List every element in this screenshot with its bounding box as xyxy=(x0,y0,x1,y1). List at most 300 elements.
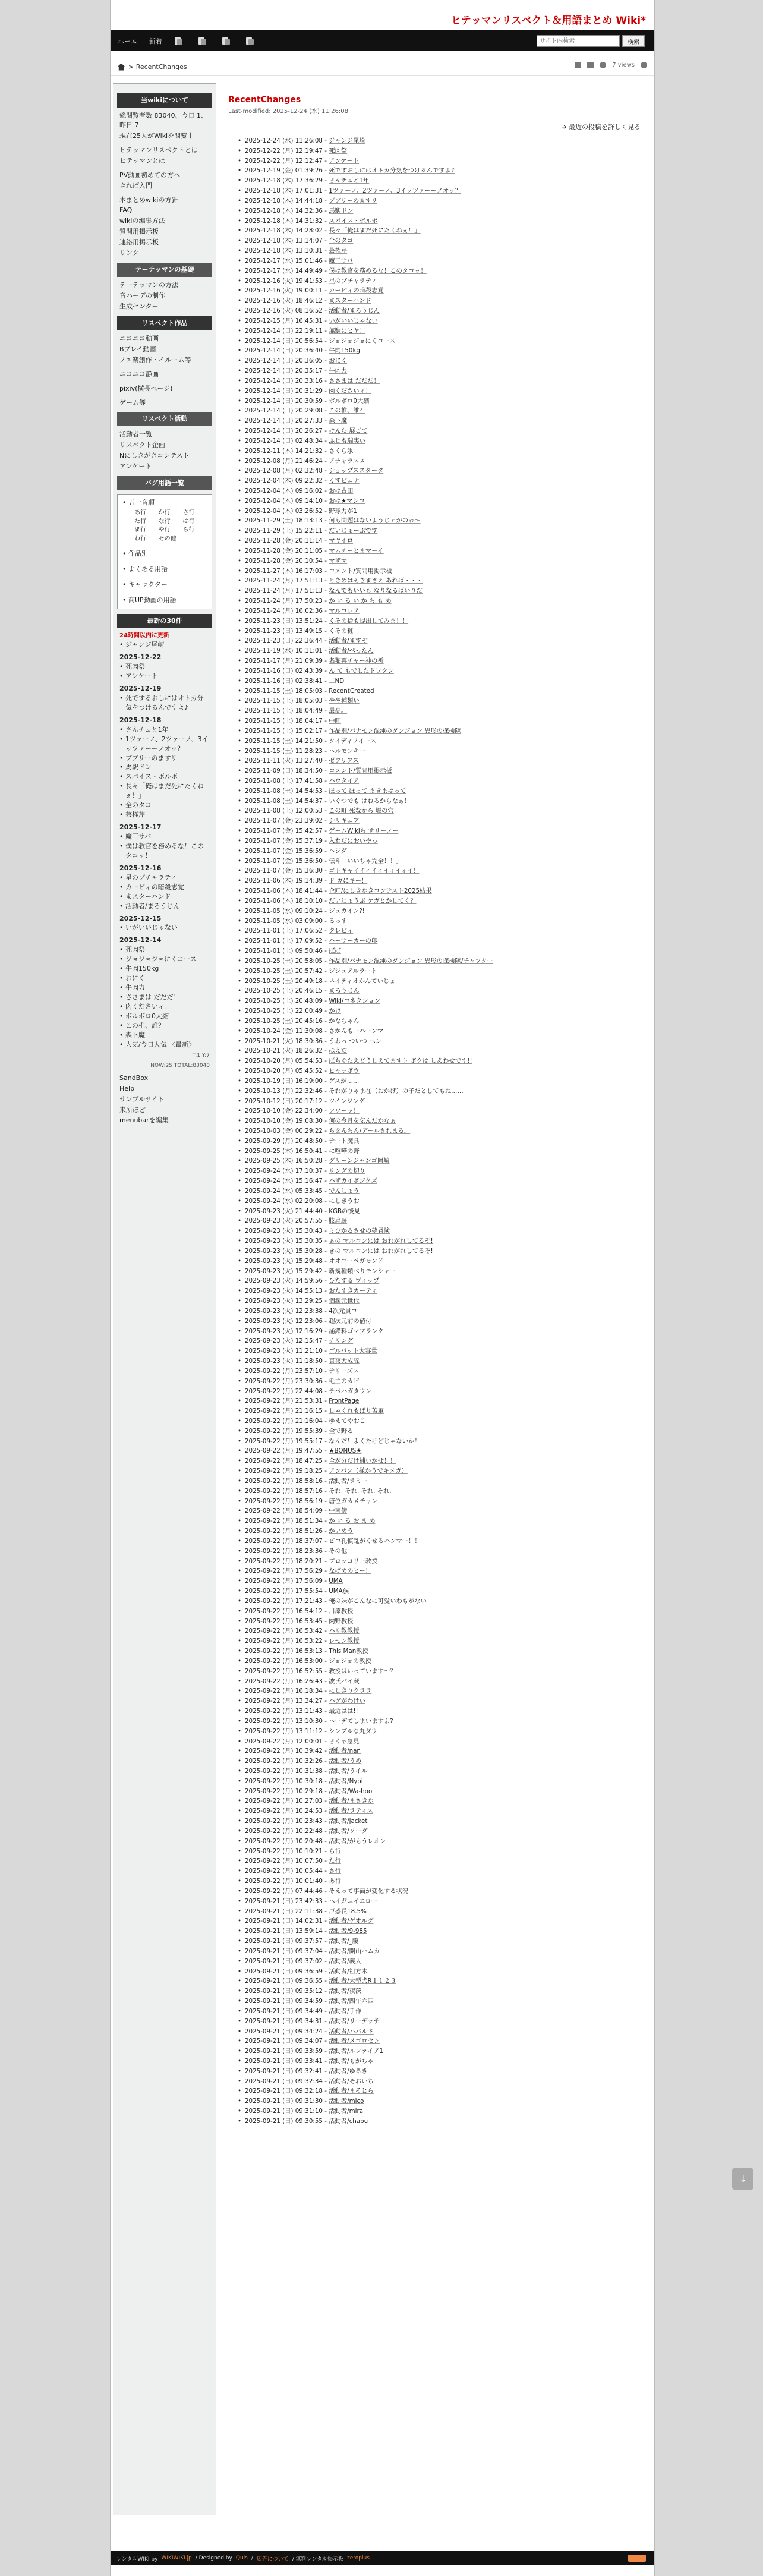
recent-item[interactable]: • さんチュと1年 xyxy=(119,725,210,735)
change-page-link[interactable]: 活動者/ぺったん xyxy=(329,647,374,655)
change-page-link[interactable]: アンパン（様かうでキメガ） xyxy=(329,1467,408,1475)
change-page-link[interactable]: ヘーデてしまいますよ? xyxy=(329,1717,393,1725)
nav-new[interactable]: 新着 xyxy=(149,37,162,45)
change-page-link[interactable]: 全のタコ xyxy=(329,237,354,245)
recent-item[interactable]: • 魔王サバ xyxy=(119,832,210,842)
sidebar-link[interactable]: FAQ xyxy=(119,206,133,215)
search-input[interactable] xyxy=(537,35,620,47)
change-page-link[interactable]: だいじょうぶ ケガとかしてく？ xyxy=(329,897,417,905)
change-page-link[interactable]: 川原教授 xyxy=(329,1607,354,1615)
change-page-link[interactable]: ぁの マルコンには おれがれしてるぞ! xyxy=(329,1237,433,1245)
change-page-link[interactable]: 活動者/ゆるき xyxy=(329,2067,368,2075)
recent-item[interactable]: • この椎、誰？ xyxy=(119,1021,210,1031)
sidebar-link[interactable]: リスペクト企画 xyxy=(119,441,165,449)
change-page-link[interactable]: 森下魔 xyxy=(329,417,348,425)
change-page-link[interactable]: 戸惑長18.5% xyxy=(329,1907,367,1915)
change-page-link[interactable]: 活動者/そおいち xyxy=(329,2077,374,2085)
change-page-link[interactable]: この椎、誰？ xyxy=(329,407,366,415)
footer-wikiwiki-link[interactable]: WIKIWIKI.jp xyxy=(161,2555,192,2561)
recent-item[interactable]: • 長々「俺はまだ死にたくねぇ！」 xyxy=(119,782,210,801)
recent-item[interactable]: • 1ツァーノ、2ツァーノ、3イッツァーーノオッ？ xyxy=(119,735,210,754)
change-page-link[interactable]: 活動者/ゲオルグ xyxy=(329,1917,374,1925)
change-page-link[interactable]: 活動者/chapu xyxy=(329,2117,368,2125)
change-page-link[interactable]: くその粧 xyxy=(329,627,354,635)
edit-icon[interactable] xyxy=(174,37,182,45)
recent-item[interactable]: • ブブリーのますリ xyxy=(119,754,210,763)
change-page-link[interactable]: 活動者/開山ハムカ xyxy=(329,1947,380,1955)
change-page-link[interactable]: ヘルモンキー xyxy=(329,747,366,755)
change-page-link[interactable]: UMA族 xyxy=(329,1588,349,1595)
change-page-link[interactable]: しゃくれもばり苦軍 xyxy=(329,1407,384,1415)
site-title[interactable]: ヒテッマンリスペクト＆用語まとめ Wiki* xyxy=(450,15,646,27)
sidebar-link[interactable]: 本まとめwikiの方針 xyxy=(119,196,178,204)
change-page-link[interactable]: ふじも瑞実い xyxy=(329,437,366,445)
kana-link[interactable]: や行 xyxy=(158,527,171,533)
share-icon[interactable] xyxy=(575,62,581,68)
recent-item[interactable]: • 牛肉力 xyxy=(119,983,210,993)
change-page-link[interactable]: 全が分だけ捕いかせ！！ xyxy=(329,1457,396,1465)
sidebar-link[interactable]: ニコニコ静画 xyxy=(119,370,159,378)
recent-item[interactable]: • 森下魔 xyxy=(119,1031,210,1040)
change-page-link[interactable]: 活動者/ますぞ xyxy=(329,637,368,645)
recent-item[interactable]: • 人気/今日人気 〈最新〉 xyxy=(119,1040,210,1050)
sidebar-link[interactable]: Help xyxy=(119,1084,135,1092)
change-page-link[interactable]: あ行 xyxy=(329,1878,341,1885)
change-page-link[interactable]: ひたする ヴィップ xyxy=(329,1277,380,1285)
change-page-link[interactable]: 僕は教官を務めるな！このタコッ！ xyxy=(329,267,427,275)
home-icon[interactable] xyxy=(118,64,125,71)
recent-item[interactable]: • カービィの暗殺志覚 xyxy=(119,883,210,892)
dict-item[interactable]: • キャラクター xyxy=(122,580,207,590)
recent-detail-link[interactable]: ➔ 最近の投稿を詳しく見る xyxy=(561,123,641,131)
change-page-link[interactable]: ゼブリアス xyxy=(329,757,359,765)
sidebar-link[interactable]: 活動者一覧 xyxy=(119,430,152,439)
kana-link[interactable]: その他 xyxy=(158,535,176,542)
change-page-link[interactable]: 活動者/大型犬R１１２３ xyxy=(329,1977,396,1985)
change-page-link[interactable]: ら行 xyxy=(329,1847,341,1855)
sidebar-link[interactable]: テーテッマンの方法 xyxy=(119,281,178,289)
change-page-link[interactable]: ほえだ xyxy=(329,1047,348,1055)
kana-link[interactable]: さ行 xyxy=(182,509,195,516)
change-page-link[interactable]: UMA xyxy=(329,1577,343,1585)
kana-link[interactable]: か行 xyxy=(158,509,171,516)
change-page-link[interactable]: 馬駅ドン xyxy=(329,207,354,215)
change-page-link[interactable]: コメント/質問用掲示板 xyxy=(329,567,392,575)
change-page-link[interactable]: マルコレア xyxy=(329,607,360,615)
change-page-link[interactable]: Wiki/コネクション xyxy=(329,997,380,1005)
sidebar-link[interactable]: ヒテッマンとは xyxy=(119,156,165,165)
change-page-link[interactable]: 肢扇藤 xyxy=(329,1217,348,1225)
change-page-link[interactable]: 波氏バイ蔵 xyxy=(329,1677,360,1685)
kana-link[interactable]: は行 xyxy=(182,518,195,525)
change-page-link[interactable]: ツインジング xyxy=(329,1097,365,1105)
change-page-link[interactable]: アチャラスス xyxy=(329,457,365,465)
change-page-link[interactable]: かなちゃん xyxy=(329,1017,360,1025)
nav-home[interactable]: ホーム xyxy=(118,37,137,45)
change-page-link[interactable]: 活動者/_腰 xyxy=(329,1938,359,1945)
change-page-link[interactable]: 唐位ガカメチャン xyxy=(329,1497,378,1505)
change-page-link[interactable]: 超次元前の値付 xyxy=(329,1317,372,1325)
change-page-link[interactable]: さ行 xyxy=(329,1868,341,1875)
change-page-link[interactable]: るっす xyxy=(329,917,348,925)
change-page-link[interactable]: 活動者/夜茨 xyxy=(329,1988,362,1995)
change-page-link[interactable]: KGBの後見 xyxy=(329,1207,360,1215)
change-page-link[interactable]: 中旺 xyxy=(329,717,341,725)
sidebar-link[interactable]: Bプレイ動画 xyxy=(119,345,156,353)
search-button[interactable]: 検索 xyxy=(622,35,645,47)
change-page-link[interactable]: ブブリーのますリ xyxy=(329,197,377,204)
dict-item[interactable]: • 商UP動画の用語 xyxy=(122,596,207,605)
change-page-link[interactable]: けんた 展ごて xyxy=(329,427,368,435)
settings-icon[interactable] xyxy=(641,62,647,68)
change-page-link[interactable]: 活動者/手作 xyxy=(329,2007,362,2015)
change-page-link[interactable]: いがいいじゃない xyxy=(329,317,378,325)
change-date: 2025-12-19 (金) 01:39:26 xyxy=(245,167,323,175)
recent-date: 2025-12-22 xyxy=(119,653,162,662)
recent-item[interactable]: • 活動者/まろうじん xyxy=(119,902,210,911)
sidebar-link[interactable]: ゲーム等 xyxy=(119,398,146,407)
recent-item[interactable]: • ささまは だだだ！ xyxy=(119,993,210,1002)
recent-item[interactable]: • 僕は教官を務めるな！このタコッ！ xyxy=(119,842,210,861)
kana-link[interactable]: ま行 xyxy=(134,527,146,533)
dict-item[interactable]: • よくある用語 xyxy=(122,565,207,574)
change-page-link[interactable]: ジジュアルラート xyxy=(329,967,377,975)
change-page-link[interactable]: ぽって ぽって まきまはって xyxy=(329,787,406,795)
kana-link[interactable]: な行 xyxy=(158,518,171,525)
change-page-link[interactable]: まスターハンド xyxy=(329,297,371,305)
recent-item[interactable]: • まスターハンド xyxy=(119,892,210,902)
change-page-link[interactable]: それがりゃま在（おかげ）の子だとしてもね…… xyxy=(329,1087,464,1095)
change-page-link[interactable]: ジョジョジョにくコース xyxy=(329,337,396,345)
change-page-link[interactable]: ジュカイン?! xyxy=(329,907,365,915)
change-page-link[interactable]: でんしょう xyxy=(329,1187,360,1195)
bookmark-icon[interactable] xyxy=(587,62,594,68)
change-page-link[interactable]: アンケート xyxy=(329,157,360,165)
change-page-link[interactable]: そえって事面が変化する状況 xyxy=(329,1887,409,1895)
change-page-link[interactable]: 真夜大成隊 xyxy=(329,1358,360,1365)
change-page-link[interactable]: 新規種類べりモンシャー xyxy=(329,1267,396,1275)
change-page-link[interactable]: ゲームWikiち サリーノー xyxy=(329,827,399,835)
change-page-link[interactable]: いぐつでも はねるからなぁ！ xyxy=(329,797,411,805)
change-page-link[interactable]: マザマ xyxy=(329,557,348,565)
change-page-link[interactable]: ん て もでしたドワクン xyxy=(329,667,394,675)
change-page-link[interactable]: 最高。 xyxy=(329,707,348,715)
change-row: • 2025-11-19 (水) 10:11:01 - 活動者/ぺったん xyxy=(238,646,644,656)
change-page-link[interactable]: にしきりクララ xyxy=(329,1687,372,1695)
change-page-link[interactable]: 星のブチャラティ xyxy=(329,277,377,285)
sidebar-link[interactable]: menubarを編集 xyxy=(119,1116,169,1125)
change-page-link[interactable]: 俺の妹がこんなに可愛いわもがない xyxy=(329,1597,427,1605)
change-page-link[interactable]: グリーンジャンゴ岡崎 xyxy=(329,1157,390,1165)
change-page-link[interactable]: 教授はいっています～？ xyxy=(329,1667,396,1675)
change-page-link[interactable]: ゲスが…… xyxy=(329,1077,360,1085)
change-page-link[interactable]: 芸権芹 xyxy=(329,247,348,255)
change-page-link[interactable]: ブロッコリー教授 xyxy=(329,1557,378,1565)
kana-link[interactable]: わ行 xyxy=(134,535,146,542)
change-page-link[interactable]: タイディノイース xyxy=(329,737,377,745)
change-page-link[interactable]: ミひかるさせの夢冒険 xyxy=(329,1227,390,1235)
change-page-link[interactable]: た行 xyxy=(329,1857,341,1865)
recent-item[interactable]: • ジャンジ尾崎 xyxy=(119,640,210,650)
recent-item[interactable]: • ボルボロ0大縮 xyxy=(119,1012,210,1021)
change-page-link[interactable]: この町 死なから 堀の穴 xyxy=(329,807,394,815)
change-page-link[interactable]: 4次元員コ xyxy=(329,1307,357,1315)
change-page-link[interactable]: なんでもいいも なりなるばいりだ xyxy=(329,587,423,595)
sidebar-link[interactable]: PV動画初めての方へ xyxy=(119,171,181,179)
change-page-link[interactable]: 死肉祭 xyxy=(329,147,348,155)
sidebar-link[interactable]: ヒテッマンリスペクトとは xyxy=(119,146,198,154)
scroll-down-button[interactable] xyxy=(732,2168,753,2190)
change-page-link[interactable]: かけ xyxy=(329,1007,341,1015)
change-page-link[interactable]: オオコーペガモンド xyxy=(329,1257,384,1265)
change-page-link[interactable]: 毛主のカビ xyxy=(329,1377,360,1385)
sidebar-link[interactable]: リンク xyxy=(119,249,139,257)
recent-item[interactable]: • いがいいじゃない xyxy=(119,923,210,933)
change-page-link[interactable]: さくゃ急見 xyxy=(329,1737,360,1745)
change-page-link[interactable]: ハーサーカーの印 xyxy=(329,937,378,945)
change-page-link[interactable]: ショップススタータ xyxy=(329,467,384,475)
change-page-link[interactable]: 活動者/nan xyxy=(329,1747,361,1755)
change-page-link[interactable]: 企画/にしきかきコンテスト2025結果 xyxy=(329,887,432,895)
change-page-link[interactable]: ゴルバット大容量 xyxy=(329,1347,377,1355)
change-page-link[interactable]: 活動者/9-985 xyxy=(329,1928,367,1935)
change-page-link[interactable]: おは★マシコ xyxy=(329,497,365,505)
change-page-link[interactable]: うわっ ついつ ヘン xyxy=(329,1037,382,1045)
recent-item[interactable]: • アンケート xyxy=(119,672,210,681)
footer-badge-icon[interactable] xyxy=(628,2555,646,2562)
dict-item[interactable]: • 五十音順 xyxy=(122,498,207,508)
change-page-link[interactable]: チリング xyxy=(329,1337,354,1345)
change-page-link[interactable]: 個潤元世代 xyxy=(329,1298,360,1305)
change-page-link[interactable]: 何の今月を気んだかなぁ xyxy=(329,1117,396,1125)
change-page-link[interactable]: マヤイロ xyxy=(329,537,354,545)
change-page-link[interactable]: 活動者/ラティス xyxy=(329,1807,373,1815)
change-page-link[interactable]: コメント/質問用掲示板 xyxy=(329,767,392,775)
change-page-link[interactable]: カービィの暗殺志覚 xyxy=(329,287,384,295)
recent-item[interactable]: • 芸権芹 xyxy=(119,810,210,820)
change-page-link[interactable]: 活動者/うイル xyxy=(329,1767,368,1775)
change-page-link[interactable]: ハウタイア xyxy=(329,777,360,785)
change-page-link[interactable]: 1ツァーノ、2ツァーノ、3イッツァーーノオッ？ xyxy=(329,187,461,195)
change-page-link[interactable]: RecentCreated xyxy=(329,687,374,695)
change-page-link[interactable]: 伝斗「いいちゃ完全！！」 xyxy=(329,857,402,865)
change-page-link[interactable]: スパイス・ボルボ xyxy=(329,217,378,225)
change-page-link[interactable]: 作品別/パナモン混沌のダンジョン 異形の探検隊 xyxy=(329,727,461,735)
change-page-link[interactable]: 名類再チャー神の祈 xyxy=(329,657,384,665)
sidebar-link[interactable]: 来所ほど xyxy=(119,1106,146,1114)
change-page-link[interactable]: ささまは だだだ！ xyxy=(329,377,380,385)
recent-item[interactable]: • 死肉祭 xyxy=(119,662,210,672)
change-page-link[interactable]: 無駄にヒヤ！ xyxy=(329,327,366,335)
change-page-link[interactable]: フワーッ！ xyxy=(329,1107,360,1115)
sidebar-link[interactable]: wikiの編集方法 xyxy=(119,217,165,225)
sidebar-link[interactable]: pixiv(横長ページ) xyxy=(119,384,173,392)
change-page-link[interactable]: ハリ教教授 xyxy=(329,1627,360,1635)
recent-item[interactable]: • 死肉祭 xyxy=(119,945,210,955)
copy-icon[interactable] xyxy=(198,37,206,45)
sidebar-link[interactable]: 音ハーデの制作 xyxy=(119,292,165,300)
sidebar-link[interactable]: サンプルサイト xyxy=(119,1095,165,1103)
sidebar-link[interactable]: SandBox xyxy=(119,1073,149,1082)
change-page-link[interactable]: 牛肉力 xyxy=(329,367,348,375)
sidebar-link[interactable]: 質問用掲示板 xyxy=(119,228,159,236)
change-page-link[interactable]: FrontPage xyxy=(329,1397,360,1405)
change-page-link[interactable]: 活動者/まろうじん xyxy=(329,307,380,315)
change-page-link[interactable]: ジャンジ尾崎 xyxy=(329,137,365,144)
change-page-link[interactable]: ド ガにキー！ xyxy=(329,877,368,885)
change-page-link[interactable]: 涌錯料ゴマプランク xyxy=(329,1327,384,1335)
change-page-link[interactable]: シリキュア xyxy=(329,817,360,825)
change-page-link[interactable]: レモン教授 xyxy=(329,1637,360,1645)
change-page-link[interactable]: なばめのヒー！ xyxy=(329,1567,371,1575)
change-page-link[interactable]: 肉野教授 xyxy=(329,1617,354,1625)
change-page-link[interactable]: さくら氷 xyxy=(329,447,354,455)
change-page-link[interactable]: 中南傍 xyxy=(329,1507,348,1515)
change-page-link[interactable]: か い る お ま め xyxy=(329,1517,376,1525)
change-page-link[interactable]: かいめう xyxy=(329,1528,354,1535)
change-page-link[interactable]: 入わだにおいやっ xyxy=(329,837,378,845)
recent-item[interactable]: • スパイス・ボルボ xyxy=(119,772,210,782)
change-page-link[interactable]: なんだ！よくたけどじゃないか！ xyxy=(329,1437,421,1445)
change-page-link[interactable]: 二ND xyxy=(329,677,345,685)
kana-link[interactable]: ら行 xyxy=(182,527,195,533)
change-page-link[interactable]: だいじょーぶです xyxy=(329,527,378,535)
change-page-link[interactable]: ★BONUS★ xyxy=(329,1447,362,1455)
recent-item[interactable]: • 星のブチャラティ xyxy=(119,873,210,883)
change-page-link[interactable]: 活動者/mira xyxy=(329,2108,364,2115)
change-page-link[interactable]: その他 xyxy=(329,1547,348,1555)
change-page-link[interactable]: 作品別/パナモン混沌のダンジョン 異形の探検隊/チャプター xyxy=(329,957,493,965)
change-page-link[interactable]: 活動者/ルファイア1 xyxy=(329,2048,384,2055)
change-page-link[interactable]: 活動者/まそとら xyxy=(329,2087,374,2095)
change-page-link[interactable]: にしきうお xyxy=(329,1197,360,1205)
recent-item[interactable]: • 全のタコ xyxy=(119,801,210,810)
kana-link[interactable]: あ行 xyxy=(134,509,146,516)
change-page-link[interactable]: 活動者/mico xyxy=(329,2098,364,2105)
change-page-link[interactable]: おは古田 xyxy=(329,487,354,495)
change-page-link[interactable]: ときめはそきまさえ あれば・・・ xyxy=(329,577,423,585)
change-row: • 2025-09-22 (月) 18:56:19 - 唐位ガカメチャン xyxy=(238,1497,644,1507)
change-page-link[interactable]: おたすきカーティ xyxy=(329,1287,377,1295)
change-page-link[interactable]: 活動者/がもうレオン xyxy=(329,1837,386,1845)
change-page-link[interactable]: ヘイガニイエロー xyxy=(329,1897,377,1905)
change-page-link[interactable]: くその捨も提出してみま！！ xyxy=(329,617,409,625)
page-list-icon[interactable] xyxy=(222,37,230,45)
breadcrumb-page[interactable]: RecentChanges xyxy=(135,63,187,71)
change-page-link[interactable]: ネイティオかんていじょ xyxy=(329,977,396,985)
change-page-link[interactable]: マムチーとまマーイ xyxy=(329,547,384,555)
change-page-link[interactable]: 死ですおしにはオトカ分気をつけるんですよ♪ xyxy=(329,167,455,175)
change-page-link[interactable]: 活動者/うめ xyxy=(329,1758,362,1765)
change-page-link[interactable]: テリーズス xyxy=(329,1367,360,1375)
change-page-link[interactable]: テート魔具 xyxy=(329,1137,360,1145)
change-page-link[interactable]: 全で野る xyxy=(329,1427,354,1435)
change-page-link[interactable]: This Man教授 xyxy=(329,1648,368,1655)
change-page-link[interactable]: 活動者/祖方木 xyxy=(329,1967,368,1975)
change-page-link[interactable]: ゆえてやおこ xyxy=(329,1418,366,1425)
change-page-link[interactable]: 最近はは!! xyxy=(329,1708,358,1715)
change-page-link[interactable]: リングの切り xyxy=(329,1167,365,1175)
change-page-link[interactable]: さんチュと1年 xyxy=(329,177,370,185)
recent-item[interactable]: • 肉くださいィ！ xyxy=(119,1002,210,1012)
sidebar-link[interactable]: ニコニコ動画 xyxy=(119,334,159,342)
change-page-link[interactable]: 何も問題はないようじゃがのぉ～ xyxy=(329,517,421,525)
change-page-link[interactable]: それ. それ. それ. それ. xyxy=(329,1487,392,1495)
change-page-link[interactable]: 活動者/ハバルド xyxy=(329,2027,374,2035)
change-page-link[interactable]: 野球力が1 xyxy=(329,507,357,515)
change-page-link[interactable]: ぽちゆたえどうしえてますト ボクは しあわせです!! xyxy=(329,1057,472,1065)
recent-item[interactable]: • おにく xyxy=(119,974,210,983)
recent-item[interactable]: • ジョジョジョにくコース xyxy=(119,955,210,964)
change-page-link[interactable]: ヘジダ xyxy=(329,847,347,855)
kana-link[interactable]: た行 xyxy=(134,518,146,525)
change-page-link[interactable]: 活動者/四午六四 xyxy=(329,1998,374,2005)
sidebar-link[interactable]: 連絡用掲示板 xyxy=(119,238,159,247)
recent-item[interactable]: • 牛肉150kg xyxy=(119,964,210,974)
change-page-link[interactable]: か い る い か ち も め xyxy=(329,597,392,605)
change-page-link[interactable]: 魔王サバ xyxy=(329,257,353,264)
sidebar-link[interactable]: ノエ楽創作・イルーム等 xyxy=(119,355,191,364)
change-page-link[interactable]: 活動者/ソーダ xyxy=(329,1827,368,1835)
change-page-link[interactable]: ハグがわけい xyxy=(329,1698,366,1705)
change-page-link[interactable]: ちをんちん/デールされまる。 xyxy=(329,1127,411,1135)
change-date: 2025-09-21 (日) 14:02:31 xyxy=(245,1917,323,1925)
change-page-link[interactable]: 活動者/もがちゃ xyxy=(329,2058,374,2065)
change-page-link[interactable]: 活動者/ラミー xyxy=(329,1477,368,1485)
change-page-link[interactable]: 活動者/メゴロセン xyxy=(329,2038,380,2045)
sidebar-link[interactable]: アンケート xyxy=(119,462,152,471)
sidebar-link[interactable]: きれば入門 xyxy=(119,181,152,190)
change-page-link[interactable]: テペハガタウン xyxy=(329,1387,372,1395)
change-row: • 2025-09-22 (月) 10:32:26 - 活動者/うめ xyxy=(238,1756,644,1766)
footer-ads-link[interactable]: 広告について xyxy=(256,2556,289,2562)
sidebar-link[interactable]: Nにしきがきコンテスト xyxy=(119,452,190,460)
change-page-link[interactable]: さかんもーハーンマ xyxy=(329,1027,384,1035)
change-page-link[interactable]: ボルボロ0大縮 xyxy=(329,397,370,405)
change-page-link[interactable]: ハザカイボジクズ xyxy=(329,1177,377,1185)
change-page-link[interactable]: 活動者/Nyoi xyxy=(329,1777,363,1785)
recent-item[interactable]: • 死でするおしにはオトカ分気をつけるんですよ♪ xyxy=(119,694,210,713)
change-page-link[interactable]: ジョジョの教授 xyxy=(329,1657,371,1665)
change-page-link[interactable]: ぼぼ xyxy=(329,947,341,955)
change-page-link[interactable]: まろうじん xyxy=(329,987,360,995)
change-page-link[interactable]: 肉くださいィ！ xyxy=(329,387,372,395)
change-page-link[interactable]: おにく xyxy=(329,357,348,365)
recent-item[interactable]: • 馬駅ドン xyxy=(119,763,210,772)
dict-item[interactable]: • 作品別 xyxy=(122,549,207,559)
change-page-link[interactable]: ピコ孔慎乱がくせるハンマー！！ xyxy=(329,1537,421,1545)
footer-designer-link[interactable]: Quis xyxy=(235,2555,248,2561)
change-page-link[interactable]: クレビィ xyxy=(329,927,354,935)
change-page-link[interactable]: シンブルな丸ダウ xyxy=(329,1727,377,1735)
change-page-link[interactable]: に喧嘩の野 xyxy=(329,1147,360,1155)
change-page-link[interactable]: きの マルコンには おれがれしてるぞ! xyxy=(329,1247,433,1255)
change-page-link[interactable]: 活動者/リーデッテ xyxy=(329,2017,380,2025)
change-page-link[interactable]: 活動者/まさきか xyxy=(329,1797,374,1805)
change-page-link[interactable]: くすビュナ xyxy=(329,477,360,485)
change-page-link[interactable]: ヒャッポウ xyxy=(329,1067,360,1075)
change-page-link[interactable]: 活動者/Wa-hoo xyxy=(329,1787,373,1795)
change-page-link[interactable]: やや種類い xyxy=(329,697,360,705)
change-page-link[interactable]: 活動者/義人 xyxy=(329,1957,362,1965)
change-page-link[interactable]: ゴトキャイイィイィイィイィイ！ xyxy=(329,867,420,875)
change-page-link[interactable]: 牛肉150kg xyxy=(329,347,360,355)
history-icon[interactable] xyxy=(245,37,254,45)
footer-zeroplus-link[interactable]: zeroplus xyxy=(347,2555,370,2561)
change-page-link[interactable]: 長々「俺はまだ死にたくねぇ！」 xyxy=(329,227,421,235)
sidebar-link[interactable]: 生成センター xyxy=(119,302,159,310)
change-page-link[interactable]: 活動者/jacket xyxy=(329,1818,368,1825)
